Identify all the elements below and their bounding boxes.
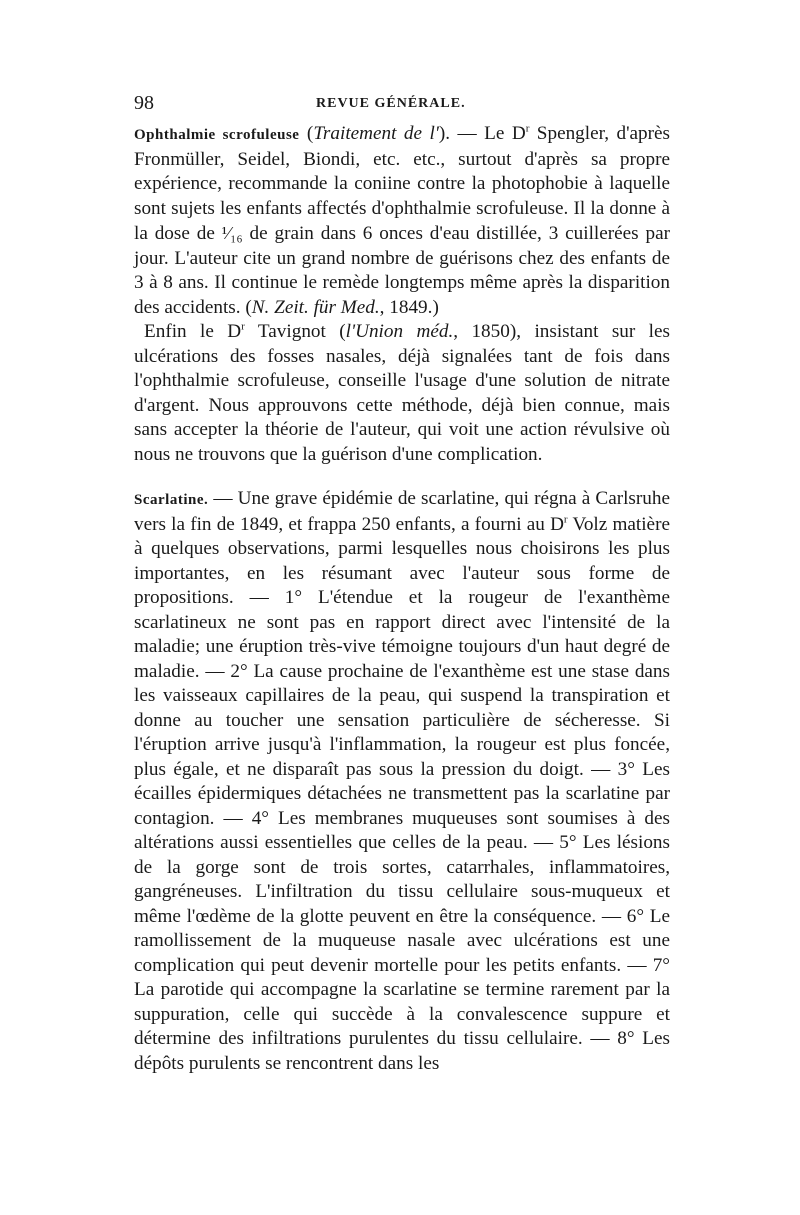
reference-journal: N. Zeit. für Med.	[251, 296, 380, 318]
paragraph-scarlatine	[134, 487, 670, 1076]
text-run: de grain dans 6 onces d'eau distillée, 3 cuillerées par jour. L'auteur cite un grand nombre de guérisons chez des enfants de 3 à 8 ans. Il continue le remède longtemps même après la disparition des accidents. (	[134, 223, 670, 318]
text-run: , 1849.)	[379, 296, 439, 318]
text-run: , 1850), insistant sur les ulcérations des fosses nasales, déjà signalées tant de fois dans l'ophthalmie scrofuleuse, conseille l'usage d'une solution de nitrate d'argent. Nous approuvons cette méthode, déjà bien connue, mais sans accepter la théorie de l'auteur, qui voit une action révulsive où nous ne trouvons que la guérison d'une complication.	[134, 321, 670, 465]
section-scarlatine	[134, 487, 670, 1076]
text-run: — Une grave épidémie de scarlatine, qui régna à Carlsruhe vers la fin de 1849, et frappa 250 enfants, a fourni au D	[134, 488, 670, 535]
text-run: Tavignot (	[244, 321, 346, 342]
text-run: Volz matière à quelques observations, parmi lesquelles nous choisirons les plus importantes, en les résumant avec l'auteur sous forme de propositions. — 1° L'étendue et la rougeur de l'exanthème scarlatineux ne sont pas en rapport direct avec l'intensité de la maladie; une éruption très-vive témoigne toujours d'un haut degré de maladie. — 2° La cause prochaine de l'exanthème est une stase dans les vaisseaux capillaires de la peau, qui suspend la transpiration et donne au toucher une sensation particulière de sécheresse. Si l'éruption arrive jusqu'à l'inflammation, la rougeur est plus foncée, plus égale, et ne disparaît pas sous la pression du doigt. — 3° Les écailles épidermiques détachées ne transmettent pas la scarlatine par contagion. — 4° Les membranes muqueuses sont soumises à des altérations aussi essentielles que celles de la peau. — 5° Les lésions de la gorge sont de trois sortes, catarrhales, inflammatoires, gangréneuses. L'infiltration du tissu cellulaire sous-muqueux et même l'œdème de la glotte peuvent en être la conséquence. — 6° Le ramollissement de la muqueuse nasale avec ulcérations est une complication qui peut devenir mortelle pour les petits enfants. — 7° La parotide qui accompagne la scarlatine se termine rarement par la suppuration, celle qui succède à la convalescence suppure et détermine des infiltrations purulentes du tissu cellulaire. — 8° Les dépôts purulents se rencontrent dans les	[134, 513, 670, 1074]
page-number: 98	[134, 92, 154, 114]
italic-title: Traitement de l'	[313, 123, 439, 144]
text-run: ). — Le D	[438, 123, 526, 144]
text-run: (	[299, 123, 314, 144]
section-heading-scarlatine: Scarlatine.	[134, 492, 209, 508]
text-run: Spengler, d'après Fronmüller, Seidel, Biondi, etc. etc., surtout d'après sa propre expérience, recommande la coniine contre la photophobie à laquelle sont sujets les enfants affectés d'ophthalmie scrofuleuse. Il la donne à la dose de	[134, 123, 671, 244]
text-run: Enfin le D	[144, 321, 242, 342]
reference-journal: l'Union méd.	[345, 321, 454, 342]
section-ophthalmie	[134, 122, 670, 467]
paragraph-tavignot	[134, 320, 670, 467]
page-header	[134, 92, 670, 122]
fraction: ¹⁄₁₆	[221, 223, 243, 243]
running-title: REVUE GÉNÉRALE.	[316, 96, 466, 111]
page	[134, 92, 670, 1076]
section-gap	[134, 467, 670, 487]
superscript: r	[241, 320, 245, 333]
paragraph-ophthalmie	[134, 122, 670, 320]
superscript: r	[525, 122, 530, 135]
section-heading-ophthalmie: Ophthalmie scrofuleuse	[134, 127, 300, 143]
superscript: r	[563, 513, 568, 526]
